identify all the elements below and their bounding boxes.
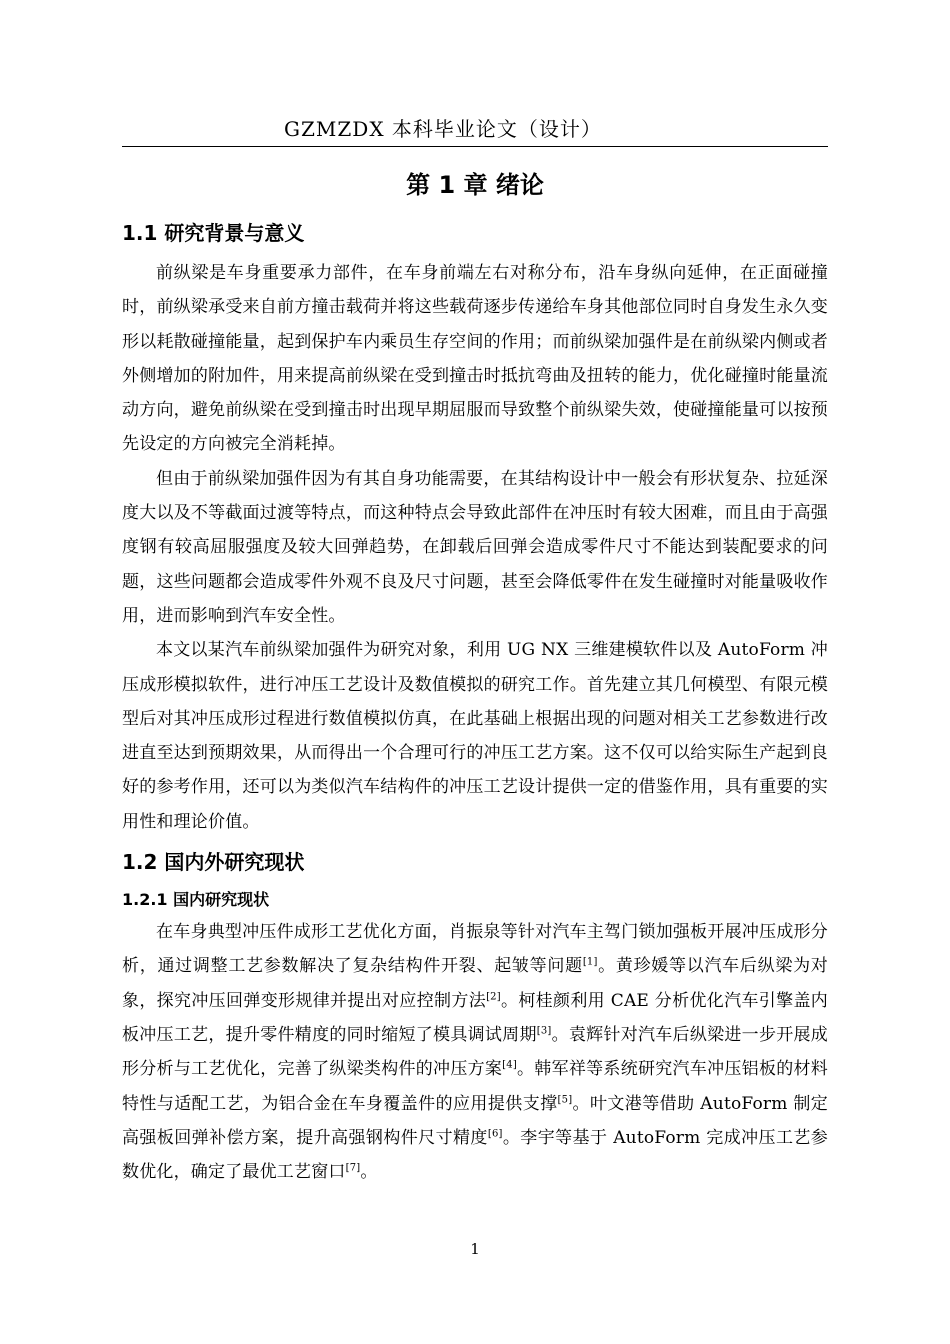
subsection-title-1-2-1: 1.2.1 国内研究现状 xyxy=(122,890,270,910)
paragraph-text: 。李宇等基于 AutoForm 完成冲压工艺参数优化，确定了最优工艺窗口 xyxy=(122,1127,828,1183)
citation-ref: [1] xyxy=(582,956,598,968)
section-title-1-2: 1.2 国内外研究现状 xyxy=(122,850,305,875)
paragraph-text: 。柯桂颜利用 CAE 分析优化汽车引擎盖内板冲压工艺，提升零件精度的同时缩短了模具调试周期 xyxy=(122,990,829,1045)
paragraph: 本文以某汽车前纵梁加强件为研究对象，利用 UG NX 三维建模软件以及 AutoForm 冲压成形模拟软件，进行冲压工艺设计及数值模拟的研究工作。首先建立其几何模型、有限元模型后对其冲压成形过程进行数值模拟仿真，在此基础上根据出现的问题对相关工艺参数进行改进直至达到预期效果，从而得出一个合理可行的冲压工艺方案。这不仅可以给实际生产起到良好的参考作用，还可以为类似汽车结构件的冲压工艺设计提供一定的借鉴作用，具有重要的实用性和理论价值。 xyxy=(122,640,828,832)
paragraph-text: 。韩军祥等系统研究汽车冲压铝板的材料特性与适配工艺，为铝合金在车身覆盖件的应用提供支撑 xyxy=(122,1059,828,1114)
paragraph-text: 。袁辉针对汽车后纵梁进一步开展成形分析与工艺优化，完善了纵梁类构件的冲压方案 xyxy=(122,1024,828,1080)
header-title: GZMZDX 本科毕业论文（设计） xyxy=(284,117,602,141)
paragraph-text: 。黄珍媛等以汽车后纵梁为对象，探究冲压回弹变形规律并提出对应控制方法 xyxy=(122,956,829,1011)
running-header xyxy=(122,114,828,147)
paragraph-text: 。叶文港等借助 AutoForm 制定高强板回弹补偿方案，提升高强钢构件尺寸精度 xyxy=(122,1093,828,1148)
page-number: 1 xyxy=(470,1240,480,1258)
citation-ref: [2] xyxy=(486,990,501,1002)
paragraph: 前纵梁是车身重要承力部件，在车身前端左右对称分布，沿车身纵向延伸，在正面碰撞时，前纵梁承受来自前方撞击载荷并将这些载荷逐步传递给车身其他部位同时自身发生永久变形以耗散碰撞能量，起到保护车内乘员生存空间的作用；而前纵梁加强件是在前纵梁内侧或者外侧增加的附加件，用来提高前纵梁在受到撞击时抵抗弯曲及扭转的能力，优化碰撞时能量流动方向，避免前纵梁在受到撞击时出现早期屈服而导致整个前纵梁失效，使碰撞能量可以按预先设定的方向被完全消耗掉。 xyxy=(122,263,828,455)
citation-ref: [3] xyxy=(536,1025,552,1037)
paragraph-text: 。 xyxy=(360,1162,378,1183)
page-body xyxy=(122,160,828,1189)
citation-ref: [5] xyxy=(557,1093,573,1105)
citation-ref: [7] xyxy=(345,1162,361,1174)
citation-ref: [4] xyxy=(502,1059,517,1071)
paragraph-text: 在车身典型冲压件成形工艺优化方面，肖振泉等针对汽车主驾门锁加强板开展冲压成形分析，通过调整工艺参数解决了复杂结构件开裂、起皱等问题 xyxy=(122,922,828,977)
paragraph xyxy=(122,915,828,1189)
section-title-1-1: 1.1 研究背景与意义 xyxy=(122,221,305,245)
citation-ref: [6] xyxy=(487,1128,503,1140)
chapter-title: 第 1 章 绪论 xyxy=(406,171,544,199)
paragraph: 但由于前纵梁加强件因为有其自身功能需要，在其结构设计中一般会有形状复杂、拉延深度大以及不等截面过渡等特点，而这种特点会导致此部件在冲压时有较大困难，而且由于高强度钢有较高屈服强度及较大回弹趋势，在卸载后回弹会造成零件尺寸不能达到装配要求的问题，这些问题都会造成零件外观不良及尺寸问题，甚至会降低零件在发生碰撞时对能量吸收作用，进而影响到汽车安全性。 xyxy=(122,468,828,626)
